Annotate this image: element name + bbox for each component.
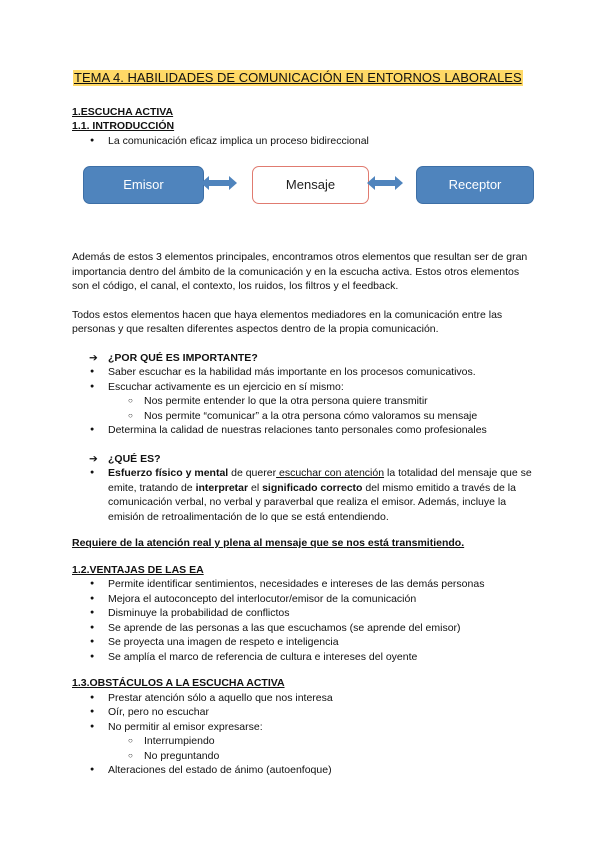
- double-arrow-icon: [200, 174, 238, 192]
- section-1-3-heading: 1.3.OBSTÁCULOS A LA ESCUCHA ACTIVA: [72, 677, 285, 689]
- paragraph-elements: Además de estos 3 elementos principales, encontramos otros elementos que resultan ser de gran importancia dentro del ámbito de la comunicación y en la escucha activa. Estos otros elementos son el código, el canal, el contexto, los ruidos, los filtros y el feedback.: [72, 251, 528, 292]
- section-1-heading: 1.ESCUCHA ACTIVA: [72, 105, 174, 118]
- emisor-box: Emisor: [83, 166, 204, 204]
- list-item: ● Prestar atención sólo a aquello que nos interesa: [72, 691, 532, 706]
- arrow-icon: ➔: [89, 452, 98, 465]
- why-important-label: ¿POR QUÉ ES IMPORTANTE?: [108, 351, 258, 364]
- paragraph-mediators: Todos estos elementos hacen que haya elementos mediadores en la comunicación entre las personas y que resalten diferentes aspectos dentro de la propia comunicación.: [72, 308, 503, 335]
- list-item: ● Disminuye la probabilidad de conflictos: [72, 606, 532, 621]
- definition-bold-3: significado correcto: [262, 481, 363, 494]
- list-item: ● Escuchar activamente es un ejercicio en sí mismo:: [72, 380, 532, 395]
- what-is-label: ¿QUÉ ES?: [108, 452, 161, 465]
- section-1-1-heading: 1.1. INTRODUCCIÓN: [72, 120, 175, 132]
- list-item: ● No permitir al emisor expresarse:: [72, 720, 532, 735]
- intro-bullet: ● La comunicación eficaz implica un proceso bidireccional: [72, 134, 532, 149]
- definition-text-4: del mismo emitido a través de la comunicación verbal, no verbal y paraverbal que realiza el emisor. Además, incluye la emisión de retroalimentación de lo que se está entendiendo.: [108, 481, 516, 523]
- list-item: ● Se aprende de las personas a las que escuchamos (se aprende del emisor): [72, 621, 532, 636]
- sub-list-item: ○ Interrumpiendo: [72, 734, 532, 749]
- sub-list-item: ○ No preguntando: [72, 749, 532, 764]
- mensaje-box: Mensaje: [252, 166, 369, 204]
- arrow-icon: ➔: [89, 351, 98, 364]
- definition-text-2: la totalidad del mensaje que se emite, tratando de: [108, 467, 532, 494]
- why-important-list: [72, 365, 532, 438]
- why-important-heading: [72, 351, 532, 366]
- document-title: TEMA 4. HABILIDADES DE COMUNICACIÓN EN ENTORNOS LABORALES: [74, 70, 522, 85]
- list-item: ● Mejora el autoconcepto del interlocutor/emisor de la comunicación: [72, 592, 532, 607]
- list-item: ● Saber escuchar es la habilidad más importante en los procesos comunicativos.: [72, 365, 532, 380]
- requirement-statement: Requiere de la atención real y plena al mensaje que se nos está transmitiendo.: [72, 537, 465, 549]
- what-is-heading: [72, 452, 532, 467]
- double-arrow-icon: [366, 174, 404, 192]
- definition-text-3: el: [248, 481, 263, 494]
- document-page: [72, 70, 532, 778]
- intro-list: [72, 134, 532, 149]
- definition-item: [72, 466, 532, 524]
- receptor-box: Receptor: [416, 166, 534, 204]
- definition-underlined: escuchar con atención: [276, 467, 385, 479]
- list-item: ● Se proyecta una imagen de respeto e inteligencia: [72, 635, 532, 650]
- list-item: ● Determina la calidad de nuestras relaciones tanto personales como profesionales: [72, 423, 532, 438]
- sub-list-item: ○ Nos permite entender lo que la otra persona quiere transmitir: [72, 394, 532, 409]
- what-is-list: [72, 466, 532, 524]
- advantages-list: [72, 577, 532, 664]
- list-item: ● Alteraciones del estado de ánimo (autoenfoque): [72, 763, 532, 778]
- list-item: ● Permite identificar sentimientos, necesidades e intereses de las demás personas: [72, 577, 532, 592]
- sub-list-item: ○ Nos permite “comunicar” a la otra persona cómo valoramos su mensaje: [72, 409, 532, 424]
- definition-bold-1: Esfuerzo físico y mental: [108, 467, 229, 479]
- list-item: ● Se amplía el marco de referencia de cultura e intereses del oyente: [72, 650, 532, 665]
- obstacles-list: [72, 691, 532, 778]
- definition-bold-2: interpretar: [195, 481, 249, 494]
- list-item: ● Oír, pero no escuchar: [72, 705, 532, 720]
- section-1-2-heading: 1.2.VENTAJAS DE LAS EA: [72, 563, 204, 576]
- communication-diagram: [72, 166, 532, 226]
- definition-text-1: de querer: [228, 467, 277, 479]
